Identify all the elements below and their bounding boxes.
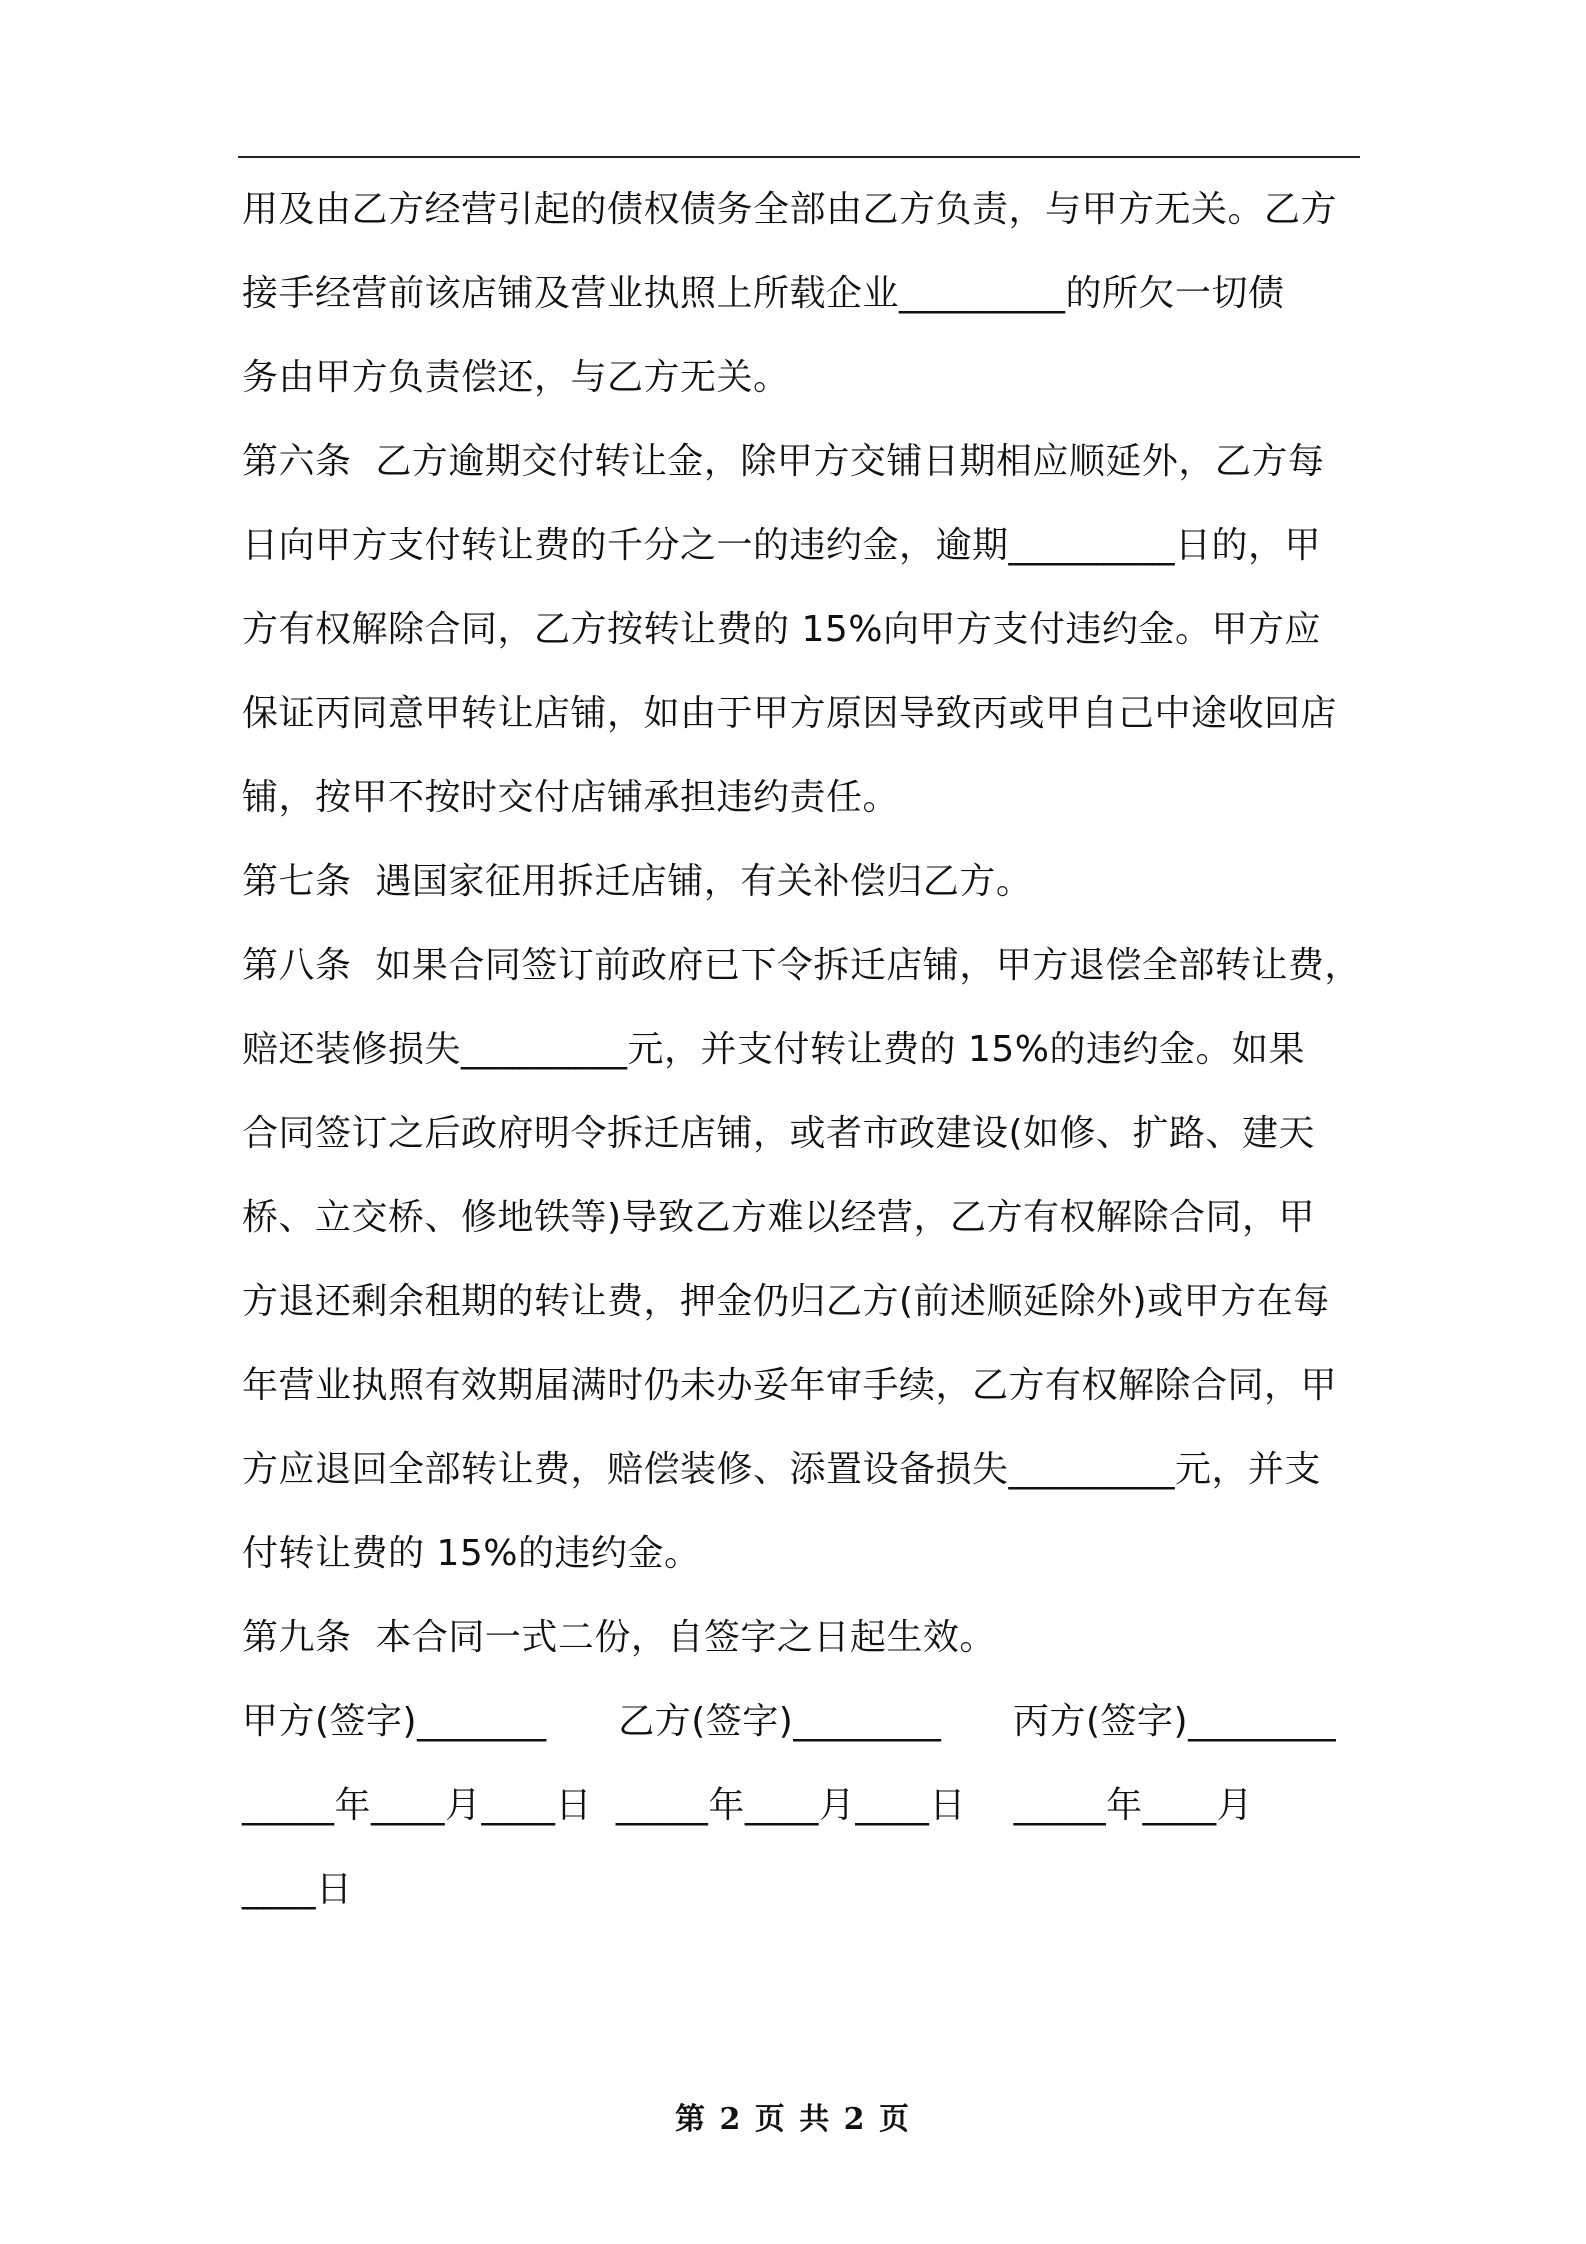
text-line: 用及由乙方经营引起的债权债务全部由乙方负责，与甲方无关。乙方 xyxy=(242,189,1338,230)
text-line: 年营业执照有效期届满时仍未办妥年审手续，乙方有权解除合同，甲 xyxy=(242,1365,1338,1406)
text-line: 赔还装修损失_________元，并支付转让费的 15%的违约金。如果 xyxy=(242,1029,1305,1070)
contract-body xyxy=(242,168,1360,1932)
article-8-line: 第八条 如果合同签订前政府已下令拆迁店铺，甲方退偿全部转让费， xyxy=(242,945,1361,986)
text-line: 付转让费的 15%的违约金。 xyxy=(242,1533,701,1574)
text-line: 桥、立交桥、修地铁等)导致乙方难以经营，乙方有权解除合同，甲 xyxy=(242,1197,1316,1238)
text-line: 保证丙同意甲转让店铺，如由于甲方原因导致丙或甲自己中途收回店 xyxy=(242,693,1338,734)
date-line: ____日 xyxy=(242,1869,353,1910)
article-7-line: 第七条 遇国家征用拆迁店铺，有关补偿归乙方。 xyxy=(242,861,1033,902)
text-line: 务由甲方负责偿还，与乙方无关。 xyxy=(242,357,790,398)
article-6-line: 第六条 乙方逾期交付转让金，除甲方交铺日期相应顺延外，乙方每 xyxy=(242,441,1325,482)
page-number-footer: 第 2 页 共 2 页 xyxy=(675,2102,911,2137)
article-9-line: 第九条 本合同一式二份，自签字之日起生效。 xyxy=(242,1617,996,1658)
text-line: 接手经营前该店铺及营业执照上所载企业_________的所欠一切债 xyxy=(242,273,1285,314)
header-rule xyxy=(238,156,1360,158)
text-line: 日向甲方支付转让费的千分之一的违约金，逾期_________日的，甲 xyxy=(242,525,1322,566)
date-line: _____年____月____日 _____年____月____日 _____年____月 xyxy=(242,1785,1254,1826)
text-line: 方应退回全部转让费，赔偿装修、添置设备损失_________元，并支 xyxy=(242,1449,1322,1490)
text-line: 方有权解除合同，乙方按转让费的 15%向甲方支付违约金。甲方应 xyxy=(242,609,1321,650)
signature-line: 甲方(签字)_______ 乙方(签字)________ 丙方(签字)________ xyxy=(242,1701,1337,1742)
text-line: 合同签订之后政府明令拆迁店铺，或者市政建设(如修、扩路、建天 xyxy=(242,1113,1316,1154)
text-line: 铺，按甲不按时交付店铺承担违约责任。 xyxy=(242,777,900,818)
text-line: 方退还剩余租期的转让费，押金仍归乙方(前述顺延除外)或甲方在每 xyxy=(242,1281,1330,1322)
